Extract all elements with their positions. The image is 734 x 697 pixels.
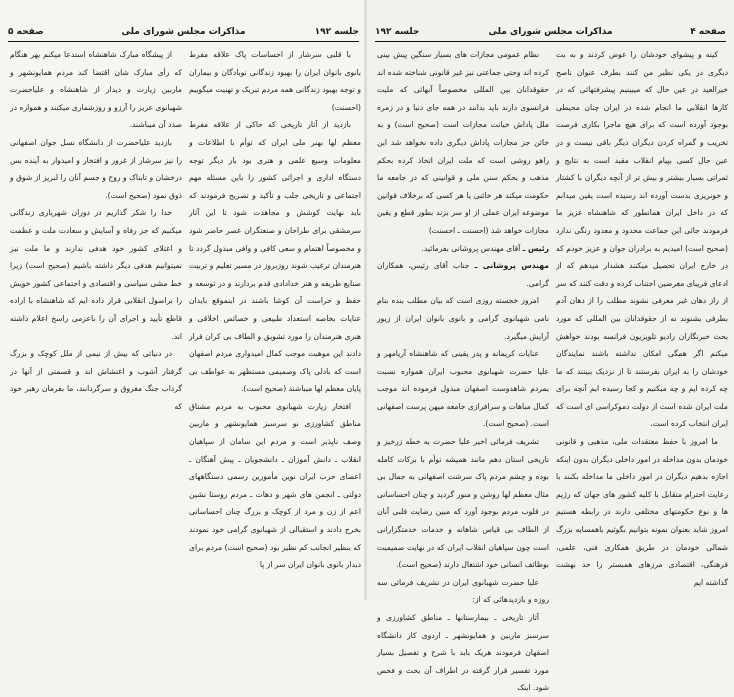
paragraph: با قلبی سرشار از احساسات پاک علاقه مفرط بانوی بانوان ایران را بهبود زندگانی نوبادگان و بیماران و توجه بهبود زندگانی همه مردم تبریک و تهنیت میگوییم (احسنت)	[189, 50, 361, 112]
right-page	[367, 0, 734, 693]
publication-title: مذاکرات مجلس شورای ملی	[488, 27, 613, 37]
paragraph: افتخار زیارت شهبانوی محبوب به مردم مشتاق مناطق کشاورزی نو سرسبز همایونشهر و ماربین وصف ناپذیر است و مردم این سامان از سپاهیان انقلاب ـ دانش آموزان ـ دانشجویان ـ پیش آهنگان ـ اعضای حزب ایران نوین مأمورین رسمی دستگاههای دولتی ـ انجمن های شهر و دهات ـ مردم روستا نشین اعم از زن و مرد از کوچک و بزرگ چنان احساساتی بخرج دادند و استقبالی از شهبانوی گرامی خود نمودند که بنظیر انجانب کم نظیر بود (صحیح است) مردم برای دیدار بانوی بانوان ایران سر از پا	[189, 401, 361, 570]
paragraph: عنایات کریمانه و پدر یقینی که شاهنشاه آریامهر و علیا حضرت شهبانوی محبوب ایران همواره نسبت بمردم شاهدوست اصفهان مبذول فرموده اند موجب کمال مباهات و سرافرازی جامعه میهن پرست اصفهانی است. (صحیح است).	[377, 349, 549, 429]
page-header	[8, 27, 359, 42]
paragraph: بازدید از آثار تاریخی که حاکی از علاقه مفرط معظم لها بهنر ملی ایران که توأم با اطلاعات و معلومات وسیع علمی و هنری بود بار دیگر توجه دستگاه اداری و اجرائی کشور را باین مسئله مهم اجتماعی و تاریخی جلب و تأکید و تصریح فرمودند که باید نهایت کوشش و مجاهدت شود تا این آثار سرمشقی برای طراحان و صنعتگران عصر حاضر شود و مخصوصاً اهتمام و سعی کافی و وافی مبذول گردد تا هنرمندان ترغیب شوند روزبروز در مسیر تعلیم و تربیت صنایع ظریفه و هنر خدادادی قدم بردارند و در توسعه و حفظ و حراست آن کوشا باشند در اینموقع بایدان عنایات بخاصه استعداد طبیعی و خصائص اخلاقی و هنری هنرمندان را مورد تشویق و الطاف بی کران قرار دادند این موهبت موجب کمال امیدواری مردم اصفهان است که بادلی پاک وصمیمی مستظهر به عواطف بی پایان معظم لها میباشند (صحیح است).	[189, 120, 361, 394]
paragraph: خدا را شکر گذاریم در دوران شهریاری زندگانی میکنیم که جز رفاه و آسایش و سعادت ملت و عظمت و اعتلای کشور خود هدفی ندارند و ما ملت نیز نمیتوانیم هدفی دیگر داشته باشیم (صحیح است) زیرا خط مشی سیاسی و اقتصادی و اجتماعی کشور خویش را براصول انقلابی قرار داده ایم که شاهنشاه با اراده قاطع تأیید و اجرای آن را باعزمی راسخ اعلام داشته اند.	[10, 208, 182, 341]
paragraph: از پیشگاه مبارک شاهنشاه استدعا میکنم بهر هنگام که رأی مبارک شان اقتضا کند مردم همایونشهر و ماربین زیارت و دیدار از شاهنشاه و علیاحضرت شهبانوی عزیز را آرزو و روزشماری میکنند و همواره در صدد آن میباشند.	[10, 50, 182, 130]
paragraph: امروز خجسته روزی است که بیان مطلب بنده بنام نامی شهبانوی گرامی و بانوی بانوان ایران از زیور آرایش میگیرد.	[377, 296, 549, 341]
speaker-name: رئیس ـ	[522, 243, 549, 253]
page-header	[375, 27, 726, 42]
speech-text: آقای مهندس پروشانی بفرمائید.	[421, 243, 521, 253]
speaker-paragraph	[377, 240, 549, 258]
session-number: جلسه ۱۹۲	[314, 27, 359, 37]
paragraph: آثار تاریخی ـ بیمارستانها ـ مناطق کشاورزی و سرسبز ماربین و همایونشهر ـ اردوی کار دانشگاه اصفهان فرمودند هریک باید با شرح و تفصیل بسیار مورد تفسیر قرار گرفته در اطراف آن بحث و فحص شود. اینک	[377, 613, 549, 693]
publication-title: مذاکرات مجلس شورای ملی	[121, 27, 246, 37]
text-column-left	[377, 46, 549, 697]
text-column-left	[10, 46, 182, 415]
paragraph: ما امروز با حفظ معتقدات ملی، مذهبی و قانونی خودمان بدون مداخله در امور داخلی دیگران بدون اینکه اجازه بدهیم دیگران در امور داخلی ما مداخله بکنند با رعایت احترام متقابل با کلیه کشور های جهان که رژیم ها و نوع حکومتهای مختلفی دارند در رابطه هستیم امروز شاید بعنوان نمونه بتوانیم بگوئیم باهمسایه بزرگ شمالی خودمان در طریق همکاری فنی، علمی، فرهنگی، اقتصادی مرزهای همبستر را حد بهشت گذاشته ایم	[556, 437, 728, 587]
page-number: صفحه ۴	[690, 27, 726, 37]
left-page	[0, 0, 367, 600]
speech-text: جناب آقای رئیس، همکاران گرامی.	[377, 261, 549, 288]
paragraph: بازدید علیاحضرت از دانشگاه نسل جوان اصفهانی را نیز سرشار از غرور و افتخار و امیدوار به آینده بس درخشان و تابناک و روح و جسم آنان را لبریز از شوق و ذوق نمود (صحیح است).	[10, 137, 182, 200]
paragraph: علیا حضرت شهبانوی ایران در تشریف فرمائی سه روزه و بازدیدهائی که از:	[377, 577, 549, 605]
speaker-paragraph	[377, 257, 549, 292]
paragraph: کینه و پیشوای خودشان را عوض کردند و به بت دیگری در یکی نظیر من کنند بطرف عنوان ناصح خیرالعید در عین حال که میبینیم پیشرفتهائی که در کارها انقلابی ما انجام شده در ایران چنان محیطی بوجود آورده است که برای هیچ ماجرا بکاری فرصت تخریب و گمراه کردن دیگران دیگر باقی نیست و در عین حال کسی بپیام انقلاب مقید است به نتایج و ثمراتی بسیار بیشتر و بیش تر از آنچه دیگران با کشتار و خونریزی بدست آورده اند رسیده است یقین میدانم که در داخل ایران همانطور که شاهنشاه عزیز ما فرمودند جائی این جماعت محدود و معدود رنگی ندارد (صحیح است) امیدیم به برادران جوان و عزیز خودم که در خارج ایران تحصیل میکنند هشدار میدهم که از ادعای فریبای مغرضین اجتناب کرده و دقت کنند که سر از راز دهان غیر معرفی نشوند مطلب را از دهان آدم بطرفی بشنوند نه از حقوقدانان بین المللی که مورد بحث خبرنگاران رادیو تلویزیون فرانسه بودند خواهش میکنم اگر همگی امکان نداشته باشند نمایندگان خودشان را به ایران بفرستند تا از نزدیک ببینند که ما چه کرده ایم و چه میکنیم و کجا رسیده ایم آنچه برای ملت ایران شده است از دولت دموکراسی ای است که ایران انتخاب کرده است.	[556, 50, 728, 429]
text-column-right	[556, 46, 728, 591]
page-number: صفحه ۵	[8, 27, 44, 37]
paragraph: در دنیائی که بیش از نیمی از ملل کوچک و بزرگ گرفتار آشوب و اغتشاش اند و قسمتی از آنها در گرداب جنگ مغروق و سرگردانند، ما بفرمان رهبر خود که	[10, 349, 182, 411]
speaker-name: مهندس پروشانی ـ	[474, 261, 549, 271]
session-number: جلسه ۱۹۲	[375, 27, 420, 37]
text-column-right	[189, 46, 361, 574]
paragraph: تشریف فرمائی اخیر علیا حضرت به خطه زرخیز و تاریخی استان دهم مانند همیشه توأم با برکات کامله بوده و چشم مردم پاک سرشت اصفهانی به جمال بی مثال معظم لها روشن و منور گردید و چنان احساساتی در قلوب مردم بوجود آورد که مبین رضایت قلبی آنان از الطاف بی قیاس شاهانه و خدمات خدمتگزارانی است چون سپاهیان انقلاب ایران که در نهایت صمیمیت بوظائف انسانی خود اشتغال دارند (صحیح است).	[377, 437, 549, 570]
paragraph: نظام عمومی مجازات های بسیار سنگین پیش بینی کرده اند وحتی جماعتی نیز غیر قانونی شناخته شده اند حقوقدانان بین المللی مخصوصاً آنهائی که ملیت فرانسوی دارند باید بدانند در همه جای دنیا و در زمره ملل پاداش خیانت مجازات است (صحیح است) و به خائن جز مجازات پاداش دیگری داده نخواهد شد این راهو روشی است که ملت ایران اتخاذ کرده بحکم مذهب و بحکم سنن ملی و قوانینی که در جامعه ما حکومت میکند هر خائنی یا هر کسی که برخلاف قوانین موضوعه ایران عملی از او سر بزند بطور قطع و یقین مجازات خواهد شد (احسنت ـ احسنت)	[377, 50, 549, 235]
